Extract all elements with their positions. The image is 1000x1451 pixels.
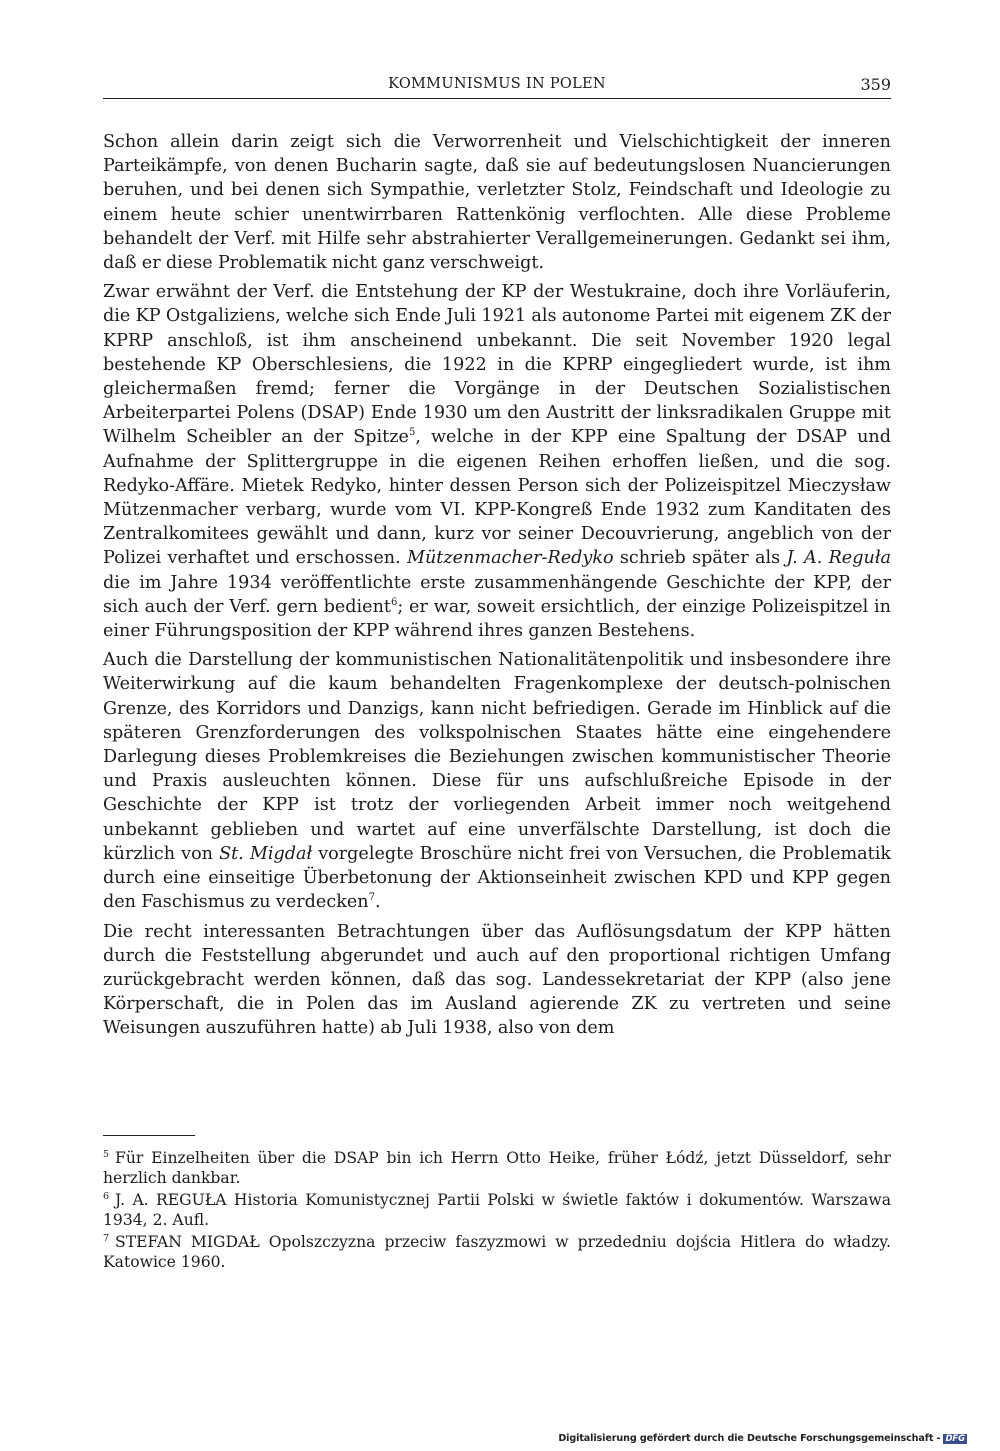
footnote-number: 6 <box>103 1191 110 1202</box>
paragraph-2-part-b: , welche in der KPP eine Spaltung der DSAP und Aufnahme der Splittergruppe in die eigenen Reihen erhoffen ließen, und die sog. Redyko-Affäre. Mietek Redyko, hinter dessen Person sich der Polizeispitzel Mieczysław Mützenmacher verbarg, wurde vom VI. KPP-Kongreß Ende 1932 zum Kanditaten des Zentralkomitees gewählt und dann, kurz vor seiner Decouvrierung, angeblich von der Polizei verhaftet und erschossen. <box>103 427 892 569</box>
paragraph-3-part-c: . <box>374 892 381 913</box>
footnote-number: 7 <box>103 1233 110 1245</box>
footnotes <box>103 1149 891 1276</box>
paragraph-3 <box>103 648 891 914</box>
footnote-number: 5 <box>103 1148 110 1160</box>
paragraph-4: Die recht interessanten Betrachtungen über das Auflösungsdatum der KPP hätten durch die Feststellung abgerundet und auch auf den proportional richtigen Umfang zurückgebracht werden können, daß das sog. Landessekretariat der KPP (also jene Körperschaft, die in Polen das im Ausland agierende ZK zu vertreten und seine Weisungen auszuführen hatte) ab Juli 1938, also von dem <box>103 921 891 1039</box>
paragraph-3-part-a: Auch die Darstellung der kommunistischen Nationalitätenpolitik und insbesondere ihre Weiterwirkung auf die kaum behandelten Fragenkomplexe der deutsch-polnischen Grenze, des Korridors und Danzigs, kann nicht befriedigen. Gerade im Hinblick auf die späteren Grenzforderungen des volkspolnischen Staates hätte eine eingehendere Darlegung dieses Problemkreises die Beziehungen zwischen kommunistischer Theorie und Praxis ausleuchten können. Diese für uns aufschlußreiche Episode in der Geschichte der KPP ist trotz der vorliegenden Arbeit immer noch weitgehend unbekannt geblieben und wartet auf eine unverfälschte Darstellung, ist doch die kürzlich von <box>103 650 891 864</box>
paragraph-2-part-d: die im Jahre 1934 veröffentlichte erste zusammenhängende Geschichte der KPP, der sich auch der Verf. gern bedient <box>103 572 891 617</box>
paragraph-2-part-c: schrieb später als <box>613 548 787 569</box>
footnote-text: J. A. REGUŁA Historia Komunistycznej Partii Polski w świetle faktów i dokumentów. Warszawa 1934, 2. Aufl. <box>103 1191 891 1229</box>
dfg-logo: DFG <box>945 1434 965 1444</box>
page-number: 359 <box>860 75 891 94</box>
footnote-text: Für Einzelheiten über die DSAP bin ich Herrn Otto Heike, früher Łódź, jetzt Düsseldorf, sehr herzlich dankbar. <box>103 1149 891 1187</box>
footnote-divider <box>103 1135 195 1136</box>
footnote-text: STEFAN MIGDAŁ Opolszczyzna przeciw faszyzmowi w przededniu dojścia Hitlera do władzy. Katowice 1960. <box>103 1233 891 1271</box>
footnote-ref-6[interactable]: 6 <box>390 597 398 608</box>
paragraph-2 <box>103 280 891 643</box>
footnote-ref-5[interactable]: 5 <box>408 427 416 439</box>
footnote-6 <box>103 1191 891 1230</box>
running-header <box>103 74 891 99</box>
footnote-5 <box>103 1149 891 1188</box>
paragraph-2-part-a: Zwar erwähnt der Verf. die Entstehung der KP der Westukraine, doch ihre Vorläuferin, die KP Ostgaliziens, welche sich Ende Juli 1921 als autonome Partei mit eigenem ZK der KPRP anschloß, ist ihm anscheinend unbekannt. Die seit November 1920 legal bestehende KP Oberschlesiens, die 1922 in die KPRP eingegliedert wurde, ist ihm gleichermaßen fremd; ferner die Vorgänge in der Deutschen Sozialistischen Arbeiterpartei Polens (DSAP) Ende 1930 um den Austritt der linksradikalen Gruppe mit Wilhelm Scheibler an der Spitze <box>103 282 891 448</box>
main-text <box>103 130 891 1046</box>
running-title: KOMMUNISMUS IN POLEN <box>388 76 606 92</box>
credit-text: Digitalisierung gefördert durch die Deutsche Forschungsgemeinschaft - <box>558 1433 941 1444</box>
author-name-italic: Mützenmacher-Redyko <box>406 548 614 569</box>
paragraph-1: Schon allein darin zeigt sich die Verworrenheit und Vielschichtigkeit der inneren Parteikämpfe, von denen Bucharin sagte, daß sie auf bedeutungslosen Nuancierungen beruhen, und bei denen sich Sympathie, verletzter Stolz, Feindschaft und Ideologie zu einem heute schier unentwirrbaren Rattenkönig verflochten. Alle diese Probleme behandelt der Verf. mit Hilfe sehr abstrahierter Verallgemeinerungen. Gedankt sei ihm, daß er diese Problematik nicht ganz verschweigt. <box>103 132 891 274</box>
author-name-italic: J. A. Reguła <box>786 548 892 569</box>
footnote-ref-7[interactable]: 7 <box>368 892 375 904</box>
digitization-credit <box>558 1433 967 1444</box>
author-name-italic: St. Migdał <box>219 843 313 864</box>
footnote-7 <box>103 1233 891 1272</box>
paragraph-3-part-b: vorgelegte Broschüre nicht frei von Versuchen, die Problematik durch eine einseitige Überbetonung der Aktionseinheit zwischen KPD und KPP gegen den Faschismus zu verdecken <box>103 843 892 913</box>
paragraph-2-part-e: ; er war, soweit ersichtlich, der einzige Polizeispitzel in einer Führungsposition der KPP während ihres ganzen Bestehens. <box>103 596 891 642</box>
